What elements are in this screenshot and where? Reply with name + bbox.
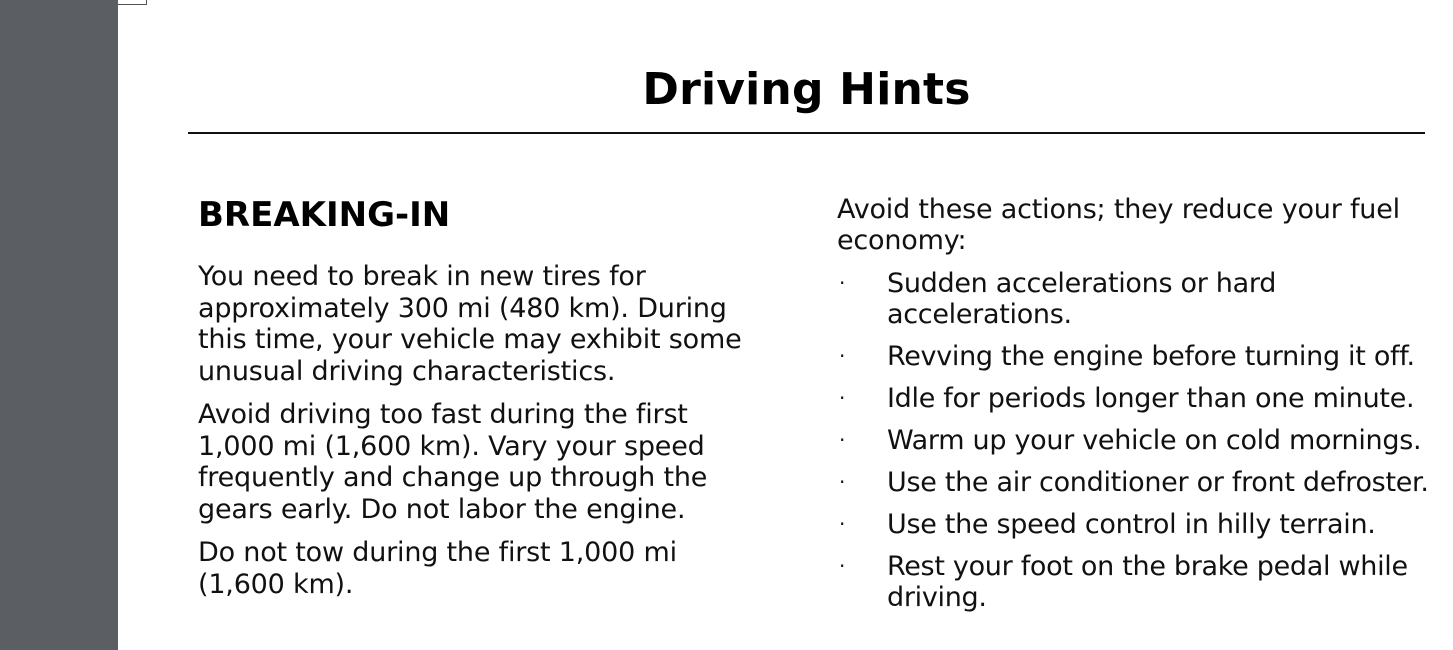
list-item-text: Idle for periods longer than one minute. bbox=[887, 383, 1415, 414]
bullet-icon: · bbox=[838, 470, 846, 494]
list-item-text: Revving the engine before turning it off. bbox=[887, 341, 1415, 372]
list-item-text: Use the air conditioner or front defroster. bbox=[887, 467, 1429, 498]
list-item bbox=[837, 551, 1437, 613]
fuel-economy-list bbox=[837, 268, 1437, 613]
list-item-text: Rest your foot on the brake pedal while driving. bbox=[887, 551, 1408, 613]
list-item bbox=[837, 383, 1437, 414]
list-item bbox=[837, 341, 1437, 372]
bullet-icon: · bbox=[838, 554, 846, 578]
left-column bbox=[198, 193, 768, 612]
right-column bbox=[837, 194, 1437, 624]
paragraph-avoid-driving-fast: Avoid driving too fast during the first 1,000 mi (1,600 km). Vary your speed frequently and change up through the gears early. Do not labor the engine. bbox=[198, 399, 708, 525]
bullet-icon: · bbox=[838, 344, 846, 368]
fuel-economy-intro: Avoid these actions; they reduce your fuel economy: bbox=[837, 194, 1400, 256]
title-divider bbox=[188, 132, 1425, 134]
bullet-icon: · bbox=[838, 386, 846, 410]
paragraph-do-not-tow: Do not tow during the first 1,000 mi (1,600 km). bbox=[198, 537, 677, 600]
page-corner-mark bbox=[118, 0, 147, 5]
section-heading-breaking-in: BREAKING-IN bbox=[198, 195, 451, 235]
list-item bbox=[837, 467, 1437, 498]
viewer-background-panel bbox=[0, 0, 118, 650]
list-item-text: Warm up your vehicle on cold mornings. bbox=[887, 425, 1422, 456]
list-item-text: Sudden accelerations or hard accelerations. bbox=[887, 268, 1277, 330]
document-page bbox=[118, 0, 1453, 650]
list-item bbox=[837, 425, 1437, 456]
bullet-icon: · bbox=[838, 271, 846, 295]
paragraph-break-in-tires: You need to break in new tires for approximately 300 mi (480 km). During this time, your vehicle may exhibit some unusual driving characteristics. bbox=[198, 261, 742, 387]
bullet-icon: · bbox=[838, 428, 846, 452]
bullet-icon: · bbox=[838, 512, 846, 536]
page-title: Driving Hints bbox=[642, 64, 971, 115]
list-item bbox=[837, 268, 1437, 330]
list-item-text: Use the speed control in hilly terrain. bbox=[887, 509, 1376, 540]
list-item bbox=[837, 509, 1437, 540]
